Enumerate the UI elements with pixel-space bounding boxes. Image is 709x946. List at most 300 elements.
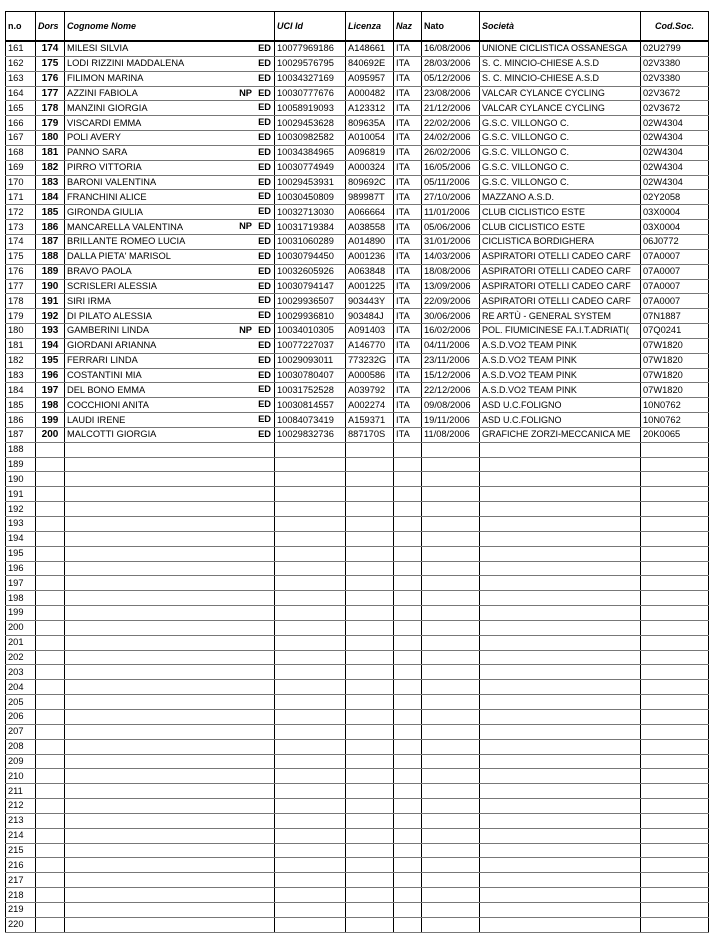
team-code [641,531,709,546]
rider-name: LODI RIZZINI MADDALENA [67,58,185,69]
team-code [641,695,709,710]
bib-number: 200 [36,427,65,442]
bib-number [36,606,65,621]
table-row [6,828,709,843]
licenza [346,591,394,606]
team-name [480,472,641,487]
nationality: ITA [394,383,422,398]
category-badge: ED [258,280,271,291]
team-code [641,457,709,472]
team-code: 02U2799 [641,41,709,56]
team-name: G.S.C. VILLONGO C. [480,175,641,190]
table-row [6,635,709,650]
table-row [6,695,709,710]
nationality: ITA [394,338,422,353]
licenza: 809635A [346,116,394,131]
team-code [641,739,709,754]
uci-id: 10077969186 [275,41,346,56]
bib-number [36,724,65,739]
table-row [6,264,709,279]
row-number: 168 [6,145,36,160]
licenza [346,843,394,858]
team-code: 03X0004 [641,205,709,220]
nationality: ITA [394,249,422,264]
team-code [641,561,709,576]
category-badge: ED [258,191,271,202]
bib-number [36,457,65,472]
table-row [6,739,709,754]
licenza: A039792 [346,383,394,398]
birth-date: 14/03/2006 [422,249,480,264]
rider-name-cell [65,769,275,784]
uci-id [275,724,346,739]
bib-number [36,769,65,784]
uci-id: 10077227037 [275,338,346,353]
nationality: ITA [394,190,422,205]
uci-id [275,620,346,635]
category-badge: ED [258,72,271,83]
category-badge: ED [258,399,271,410]
bib-number [36,665,65,680]
rider-name-cell [65,917,275,932]
bib-number: 179 [36,116,65,131]
licenza [346,606,394,621]
rider-name: SIRI IRMA [67,295,111,306]
birth-date [422,502,480,517]
rider-name-cell [65,799,275,814]
team-name [480,888,641,903]
licenza: A159371 [346,413,394,428]
uci-id: 10030794147 [275,279,346,294]
team-name: S. C. MINCIO-CHIESE A.S.D [480,71,641,86]
rider-name-cell [65,56,275,71]
uci-id [275,739,346,754]
uci-id [275,709,346,724]
nationality: ITA [394,205,422,220]
table-row [6,398,709,413]
nationality [394,769,422,784]
team-code: 02V3380 [641,56,709,71]
birth-date [422,576,480,591]
uci-id [275,442,346,457]
team-code [641,902,709,917]
licenza [346,799,394,814]
licenza: A000586 [346,368,394,383]
table-row [6,101,709,116]
team-name [480,561,641,576]
header-no: n.o [6,12,36,42]
row-number: 206 [6,709,36,724]
uci-id: 10084073419 [275,413,346,428]
rider-name: SCRISLERI ALESSIA [67,280,157,291]
bib-number [36,843,65,858]
category-badge: ED [258,265,271,276]
licenza: A091403 [346,324,394,339]
table-row [6,353,709,368]
team-name: MAZZANO A.S.D. [480,190,641,205]
bib-number [36,620,65,635]
rider-name-cell [65,620,275,635]
licenza [346,695,394,710]
nationality [394,650,422,665]
table-row [6,888,709,903]
header-dors: Dors [36,12,65,42]
row-number: 174 [6,234,36,249]
rider-name-cell [65,160,275,175]
table-row [6,620,709,635]
nationality: ITA [394,413,422,428]
category-badge: ED [258,325,271,336]
team-name: GRAFICHE ZORZI-MECCANICA ME [480,427,641,442]
category-badge: ED [258,57,271,68]
table-row [6,71,709,86]
licenza: A001236 [346,249,394,264]
row-number: 194 [6,531,36,546]
licenza [346,902,394,917]
bib-number [36,917,65,932]
licenza [346,754,394,769]
header-societa: Società [480,12,641,42]
nationality: ITA [394,264,422,279]
table-row [6,665,709,680]
team-name: POL. FIUMICINESE FA.I.T.ADRIATI( [480,324,641,339]
category-badge: ED [258,206,271,217]
bib-number [36,517,65,532]
licenza: A001225 [346,279,394,294]
team-code [641,828,709,843]
bib-number: 183 [36,175,65,190]
licenza [346,665,394,680]
team-name: UNIONE CICLISTICA OSSANESGA [480,41,641,56]
table-row [6,116,709,131]
team-code [641,665,709,680]
team-name [480,517,641,532]
team-name [480,620,641,635]
rider-name-cell [65,279,275,294]
uci-id: 10030777676 [275,86,346,101]
nationality [394,917,422,932]
category-badge: ED [258,414,271,425]
rider-name: PANNO SARA [67,147,128,158]
table-row [6,858,709,873]
uci-id [275,843,346,858]
table-row [6,680,709,695]
team-name [480,442,641,457]
table-row [6,190,709,205]
team-name: ASPIRATORI OTELLI CADEO CARF [480,264,641,279]
nationality: ITA [394,56,422,71]
category-badge: ED [258,384,271,395]
nationality [394,620,422,635]
rider-name: GAMBERINI LINDA [67,325,150,336]
uci-id [275,531,346,546]
team-name [480,695,641,710]
row-number: 185 [6,398,36,413]
bib-number [36,784,65,799]
team-name: ASD U.C.FOLIGNO [480,398,641,413]
bib-number [36,487,65,502]
rider-name-cell [65,546,275,561]
team-code: 07Q0241 [641,324,709,339]
team-code [641,472,709,487]
category-badge: ED [258,176,271,187]
team-code [641,502,709,517]
uci-id: 10032605926 [275,264,346,279]
rider-name: VISCARDI EMMA [67,117,142,128]
licenza [346,828,394,843]
table-row [6,175,709,190]
team-code: 02W4304 [641,160,709,175]
team-name [480,650,641,665]
team-code: 02Y2058 [641,190,709,205]
nationality [394,754,422,769]
rider-name-cell [65,739,275,754]
header-uci-id: UCI Id [275,12,346,42]
team-code: 07W1820 [641,338,709,353]
birth-date [422,665,480,680]
team-code [641,576,709,591]
team-name [480,546,641,561]
row-number: 162 [6,56,36,71]
table-row [6,754,709,769]
licenza: A148661 [346,41,394,56]
nationality [394,457,422,472]
rider-name: DALLA PIETA' MARISOL [67,251,171,262]
nationality [394,739,422,754]
rider-name: FILIMON MARINA [67,73,144,84]
rider-name-cell [65,517,275,532]
category-badge: ED [258,221,271,232]
team-code [641,813,709,828]
birth-date [422,858,480,873]
row-number: 179 [6,309,36,324]
category-badge: ED [258,117,271,128]
table-row [6,487,709,502]
rider-name: GIRONDA GIULIA [67,206,143,217]
birth-date: 31/01/2006 [422,234,480,249]
rider-name: BARONI VALENTINA [67,177,157,188]
birth-date: 27/10/2006 [422,190,480,205]
rider-name-cell [65,324,275,339]
rider-name: AZZINI FABIOLA [67,87,138,98]
table-row [6,843,709,858]
team-code [641,917,709,932]
uci-id: 10030982582 [275,131,346,146]
uci-id: 10029453931 [275,175,346,190]
team-code: 07A0007 [641,279,709,294]
nationality: ITA [394,294,422,309]
category-badge: ED [258,369,271,380]
rider-name-cell [65,205,275,220]
team-code [641,843,709,858]
uci-id: 10058919093 [275,101,346,116]
category-badge: ED [258,354,271,365]
bib-number: 188 [36,249,65,264]
team-name: ASD U.C.FOLIGNO [480,413,641,428]
team-code: 07N1887 [641,309,709,324]
rider-name-cell [65,398,275,413]
row-number: 215 [6,843,36,858]
category-badge: ED [258,235,271,246]
team-name: CLUB CICLISTICO ESTE [480,205,641,220]
licenza: 989987T [346,190,394,205]
uci-id [275,695,346,710]
row-number: 181 [6,338,36,353]
birth-date [422,517,480,532]
team-name: G.S.C. VILLONGO C. [480,116,641,131]
nationality [394,799,422,814]
table-row [6,873,709,888]
bib-number: 195 [36,353,65,368]
uci-id [275,902,346,917]
team-name [480,709,641,724]
licenza: A063848 [346,264,394,279]
team-code: 02W4304 [641,175,709,190]
nationality [394,487,422,502]
bib-number [36,828,65,843]
birth-date [422,873,480,888]
team-code [641,546,709,561]
table-row [6,502,709,517]
team-name [480,828,641,843]
table-row [6,309,709,324]
bib-number [36,561,65,576]
licenza: A002274 [346,398,394,413]
licenza: A038558 [346,220,394,235]
table-row [6,294,709,309]
nationality [394,680,422,695]
table-row [6,324,709,339]
team-name [480,813,641,828]
rider-name: PIRRO VITTORIA [67,162,142,173]
bib-number [36,888,65,903]
row-number: 220 [6,917,36,932]
uci-id: 10034327169 [275,71,346,86]
licenza [346,457,394,472]
licenza [346,813,394,828]
licenza: A146770 [346,338,394,353]
bib-number: 175 [36,56,65,71]
uci-id [275,457,346,472]
licenza: A000324 [346,160,394,175]
header-naz: Naz [394,12,422,42]
team-code: 07A0007 [641,294,709,309]
row-number: 187 [6,427,36,442]
team-code [641,769,709,784]
row-number: 183 [6,368,36,383]
team-code [641,888,709,903]
uci-id [275,888,346,903]
birth-date: 24/02/2006 [422,131,480,146]
uci-id [275,487,346,502]
team-name [480,784,641,799]
team-name [480,724,641,739]
team-name [480,754,641,769]
team-code [641,754,709,769]
rider-name-cell [65,576,275,591]
nationality: ITA [394,309,422,324]
table-row [6,902,709,917]
rider-name-cell [65,843,275,858]
category-badge: ED [258,339,271,350]
table-row [6,591,709,606]
rider-name: COCCHIONI ANITA [67,399,149,410]
bib-number: 180 [36,131,65,146]
rider-name-cell [65,338,275,353]
nationality [394,531,422,546]
uci-id [275,769,346,784]
table-row [6,709,709,724]
nationality: ITA [394,234,422,249]
table-row [6,799,709,814]
team-code [641,591,709,606]
licenza [346,620,394,635]
team-code [641,442,709,457]
table-row [6,41,709,56]
nationality [394,442,422,457]
birth-date: 18/08/2006 [422,264,480,279]
birth-date [422,457,480,472]
team-name [480,917,641,932]
rider-name-cell [65,131,275,146]
row-number: 217 [6,873,36,888]
nationality [394,873,422,888]
team-code: 10N0762 [641,413,709,428]
row-number: 196 [6,561,36,576]
table-row [6,457,709,472]
team-name: G.S.C. VILLONGO C. [480,160,641,175]
nationality: ITA [394,368,422,383]
rider-name-cell [65,116,275,131]
team-name: A.S.D.VO2 TEAM PINK [480,353,641,368]
rider-name-cell [65,220,275,235]
bib-number: 186 [36,220,65,235]
bib-number [36,502,65,517]
licenza [346,724,394,739]
row-number: 203 [6,665,36,680]
header-name: Cognome Nome [65,12,275,42]
licenza: 809692C [346,175,394,190]
category-badge: ED [258,132,271,143]
bib-number: 177 [36,86,65,101]
entry-list-sheet [5,11,708,933]
licenza [346,917,394,932]
table-row [6,517,709,532]
table-row [6,784,709,799]
uci-id [275,606,346,621]
team-code: 02W4304 [641,116,709,131]
licenza [346,784,394,799]
rider-name: MALCOTTI GIORGIA [67,429,157,440]
team-code: 07W1820 [641,368,709,383]
rider-name-cell [65,665,275,680]
birth-date: 15/12/2006 [422,368,480,383]
birth-date: 16/05/2006 [422,160,480,175]
rider-name-cell [65,190,275,205]
nationality [394,709,422,724]
entry-list-table [5,11,709,933]
birth-date: 22/12/2006 [422,383,480,398]
bib-number: 191 [36,294,65,309]
uci-id: 10029936810 [275,309,346,324]
licenza: 903484J [346,309,394,324]
uci-id [275,576,346,591]
team-name: G.S.C. VILLONGO C. [480,131,641,146]
row-number: 180 [6,324,36,339]
team-code: 02V3672 [641,86,709,101]
uci-id: 10034010305 [275,324,346,339]
category-badge: ED [258,428,271,439]
